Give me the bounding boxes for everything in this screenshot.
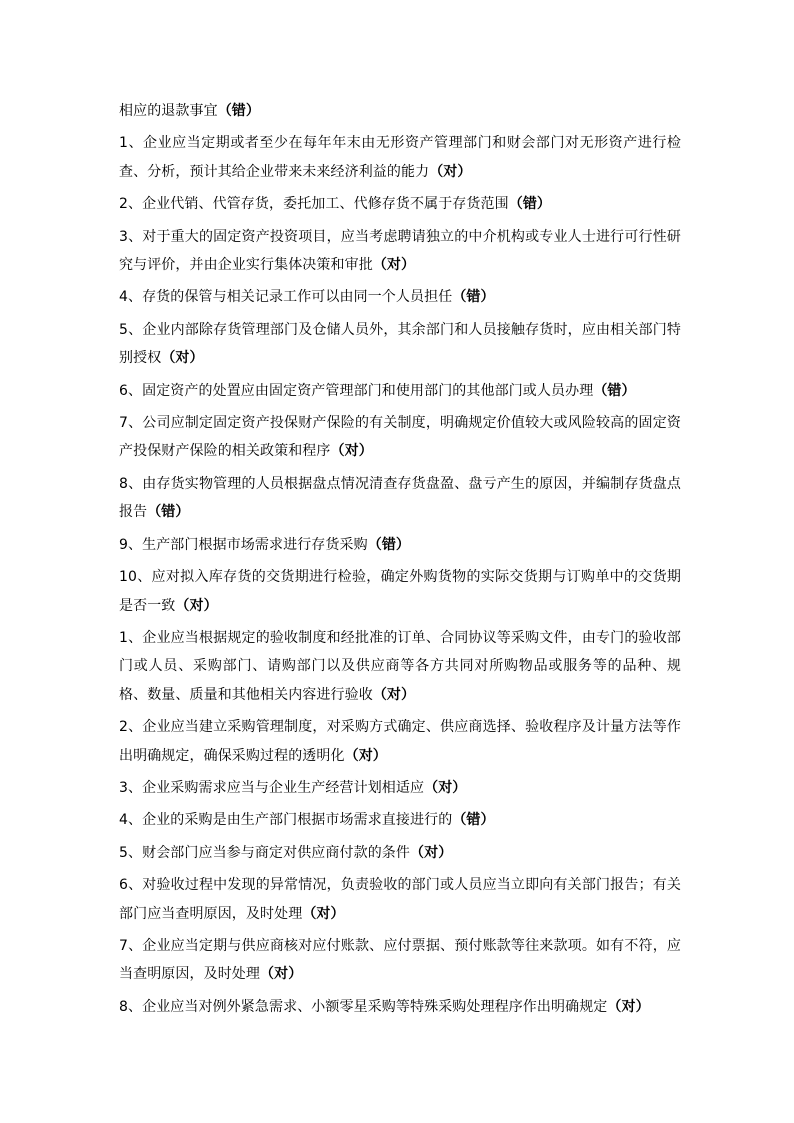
question-text: 3、对于重大的固定资产投资项目，应当考虑聘请独立的中介机构或专业人士进行可行性研究与评价，并由企业实行集体决策和审批	[119, 228, 681, 274]
answer-mark: （错）	[593, 382, 636, 399]
question-text: 4、企业的采购是由生产部门根据市场需求直接进行的	[119, 812, 453, 829]
answer-mark: （对）	[344, 747, 387, 764]
question-item	[119, 563, 681, 620]
question-text: 6、对验收过程中发现的异常情况，负责验收的部门或人员应当立即向有关部门报告；有关部门应当查明原因，及时处理	[119, 877, 681, 922]
question-item	[119, 409, 681, 466]
question-item	[119, 190, 681, 218]
question-item	[119, 283, 681, 311]
answer-mark: （对）	[260, 966, 303, 983]
question-item	[119, 993, 681, 1021]
question-text: 1、企业应当根据规定的验收制度和经批准的订单、合同协议等采购文件，由专门的验收部门或人员、采购部门、请购部门以及供应商等各方共同对所购物品或服务等的品种、规格、数量、质量和其他相关内容进行验收	[119, 629, 681, 703]
question-text: 3、企业采购需求应当与企业生产经营计划相适应	[119, 779, 425, 796]
answer-mark: （对）	[372, 686, 416, 703]
question-text: 9、生产部门根据市场需求进行存货采购	[119, 536, 368, 553]
question-item	[119, 129, 681, 186]
question-text: 2、企业代销、代管存货，委托加工、代修存货不属于存货范围	[119, 196, 509, 213]
answer-mark: （错）	[452, 289, 495, 306]
question-item	[119, 774, 681, 802]
question-item	[119, 624, 681, 709]
answer-mark: （对）	[372, 257, 416, 274]
document-page	[119, 97, 681, 1025]
question-text: 10、应对拟入库存货的交货期进行检验，确定外购货物的实际交货期与订购单中的交货期是否一致	[119, 569, 681, 614]
question-text: 5、财会部门应当参与商定对供应商付款的条件	[119, 844, 411, 861]
question-text: 8、企业应当对例外紧急需求、小额零星采购等特殊采购处理程序作出明确规定	[119, 998, 608, 1015]
answer-mark: （错）	[217, 103, 261, 119]
question-item	[119, 839, 681, 867]
question-item	[119, 97, 681, 125]
question-item	[119, 316, 681, 373]
question-text: 1、企业应当定期或者至少在每年年末由无形资产管理部门和财会部门对无形资产进行检查、分析，预计其给企业带来未来经济利益的能力	[119, 135, 681, 180]
question-item	[119, 932, 681, 989]
question-text: 6、固定资产的处置应由固定资产管理部门和使用部门的其他部门或人员办理	[119, 382, 594, 399]
question-text: 8、由存货实物管理的人员根据盘点情况清查存货盘盈、盘亏产生的原因，并编制存货盘点报告	[119, 475, 681, 521]
question-item	[119, 871, 681, 928]
answer-mark: （对）	[410, 844, 453, 861]
answer-mark: （错）	[452, 812, 495, 829]
question-text: 7、企业应当定期与供应商核对应付账款、应付票据、预付账款等往来款项。如有不符，应当查明原因，及时处理	[119, 937, 681, 983]
question-item	[119, 470, 681, 527]
answer-mark: （错）	[147, 504, 190, 521]
question-item	[119, 713, 681, 770]
question-text: 4、存货的保管与相关记录工作可以由同一个人员担任	[119, 289, 453, 306]
answer-mark: （对）	[175, 597, 218, 614]
answer-mark: （对）	[330, 443, 373, 460]
question-item	[119, 806, 681, 834]
question-item	[119, 377, 681, 405]
answer-mark: （对）	[302, 905, 345, 922]
answer-mark: （对）	[161, 350, 204, 367]
answer-mark: （错）	[508, 196, 552, 213]
question-item	[119, 223, 681, 280]
question-text: 相应的退款事宜	[119, 103, 218, 119]
question-text: 2、企业应当建立采购管理制度，对采购方式确定、供应商选择、验收程序及计量方法等作出明确规定，确保采购过程的透明化	[119, 719, 681, 764]
question-text: 7、公司应制定固定资产投保财产保险的有关制度，明确规定价值较大或风险较高的固定资产投保财产保险的相关政策和程序	[119, 415, 681, 460]
question-text: 5、企业内部除存货管理部门及仓储人员外，其余部门和人员接触存货时，应由相关部门特别授权	[119, 321, 681, 367]
answer-mark: （对）	[607, 998, 650, 1015]
question-item	[119, 531, 681, 559]
answer-mark: （对）	[424, 779, 467, 796]
answer-mark: （错）	[367, 536, 411, 553]
answer-mark: （对）	[429, 163, 472, 180]
